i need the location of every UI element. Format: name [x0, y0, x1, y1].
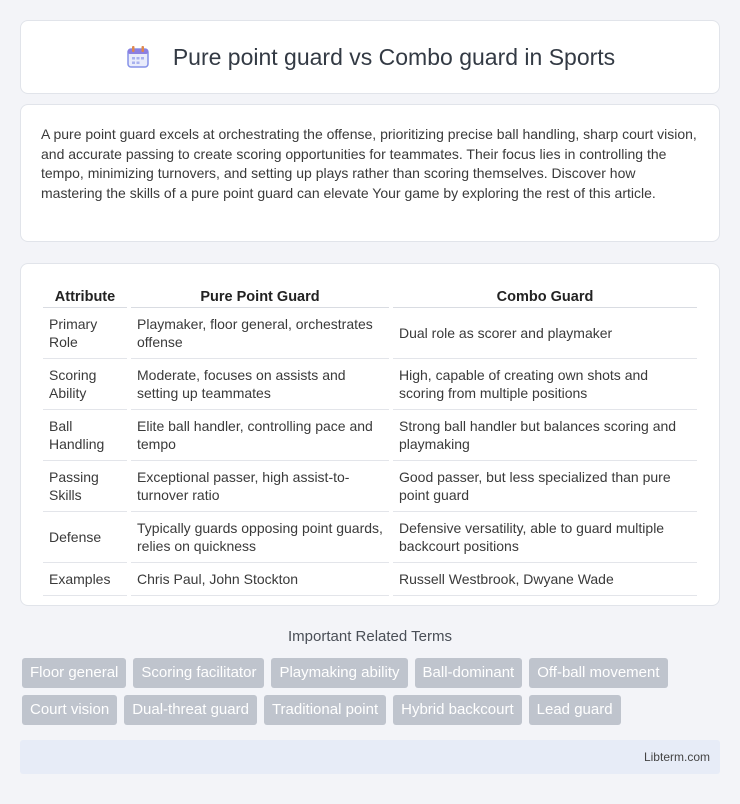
row-combo-guard: Strong ball handler but balances scoring and playmaking [393, 410, 697, 461]
tag-playmaking-ability[interactable]: Playmaking ability [271, 658, 407, 688]
row-combo-guard: Good passer, but less specialized than pure point guard [393, 461, 697, 512]
header-attribute: Attribute [43, 282, 127, 308]
row-combo-guard: Dual role as scorer and playmaker [393, 308, 697, 359]
comparison-table-card [20, 263, 720, 606]
table-row [43, 359, 697, 410]
tag-ball-dominant[interactable]: Ball-dominant [415, 658, 523, 688]
comparison-table [39, 282, 701, 596]
table-row [43, 308, 697, 359]
table-row [43, 410, 697, 461]
intro-paragraph: A pure point guard excels at orchestrating the offense, prioritizing precise ball handling, sharp court vision, and accurate passing to create scoring opportunities for teammates. Their focus lies in controlling the tempo, minimizing turnovers, and setting up plays rather than scoring themselves. Discover how mastering the skills of a pure point guard can elevate Your game by exploring the rest of this article. [41, 126, 697, 201]
row-attribute: Defense [43, 512, 127, 563]
table-row [43, 461, 697, 512]
tag-scoring-facilitator[interactable]: Scoring facilitator [133, 658, 264, 688]
calendar-icon [125, 44, 151, 70]
row-attribute: Scoring Ability [43, 359, 127, 410]
tag-dual-threat-guard[interactable]: Dual-threat guard [124, 695, 257, 725]
header-card [20, 20, 720, 94]
tag-hybrid-backcourt[interactable]: Hybrid backcourt [393, 695, 522, 725]
row-attribute: Examples [43, 563, 127, 596]
row-attribute: Passing Skills [43, 461, 127, 512]
row-combo-guard: High, capable of creating own shots and scoring from multiple positions [393, 359, 697, 410]
table-row [43, 563, 697, 596]
row-combo-guard: Defensive versatility, able to guard multiple backcourt positions [393, 512, 697, 563]
header-pure-point-guard: Pure Point Guard [131, 282, 389, 308]
row-attribute: Ball Handling [43, 410, 127, 461]
table-header-row [43, 282, 697, 308]
tag-floor-general[interactable]: Floor general [22, 658, 126, 688]
related-terms-title: Important Related Terms [288, 628, 452, 645]
row-pure-point-guard: Playmaker, floor general, orchestrates offense [131, 308, 389, 359]
row-pure-point-guard: Moderate, focuses on assists and setting up teammates [131, 359, 389, 410]
intro-card [20, 104, 720, 242]
row-pure-point-guard: Exceptional passer, high assist-to-turnover ratio [131, 461, 389, 512]
related-terms-tags [22, 658, 722, 732]
row-pure-point-guard: Chris Paul, John Stockton [131, 563, 389, 596]
row-combo-guard: Russell Westbrook, Dwyane Wade [393, 563, 697, 596]
row-pure-point-guard: Elite ball handler, controlling pace and tempo [131, 410, 389, 461]
tag-traditional-point[interactable]: Traditional point [264, 695, 386, 725]
table-row [43, 512, 697, 563]
tag-lead-guard[interactable]: Lead guard [529, 695, 621, 725]
tag-off-ball-movement[interactable]: Off-ball movement [529, 658, 667, 688]
page-title: Pure point guard vs Combo guard in Sports [172, 43, 616, 70]
tag-court-vision[interactable]: Court vision [22, 695, 117, 725]
row-attribute: Primary Role [43, 308, 127, 359]
footer-site-link[interactable]: Libterm.com [643, 750, 710, 764]
tag-row [22, 695, 722, 725]
header-combo-guard: Combo Guard [393, 282, 697, 308]
footer [20, 740, 720, 774]
row-pure-point-guard: Typically guards opposing point guards, relies on quickness [131, 512, 389, 563]
tag-row [22, 658, 722, 688]
